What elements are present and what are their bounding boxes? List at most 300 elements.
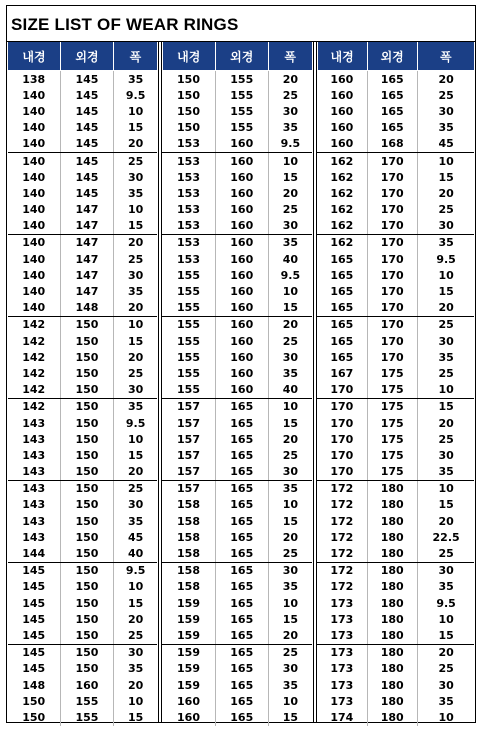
- table-row: [317, 480, 474, 497]
- width-cell: 15: [268, 709, 312, 725]
- width-cell: 20: [268, 316, 312, 333]
- width-cell: 15: [417, 497, 474, 513]
- inner-diameter-cell: 155: [177, 318, 200, 332]
- width-cell: 35: [268, 365, 312, 381]
- table-row: [8, 251, 158, 267]
- outer-diameter-cell: 147: [60, 218, 113, 235]
- width-cell: 20: [417, 71, 474, 88]
- table-row: [8, 677, 158, 693]
- table-row: [8, 169, 158, 185]
- table-row: [8, 579, 158, 595]
- inner-diameter-cell: 153: [177, 203, 200, 217]
- table-row: [8, 152, 158, 169]
- table-row: [8, 218, 158, 235]
- inner-diameter-cell: 165: [330, 252, 354, 266]
- table-row: [8, 545, 158, 562]
- outer-diameter-cell: 150: [60, 398, 113, 415]
- table-row: [8, 611, 158, 627]
- outer-diameter-cell: 160: [215, 283, 268, 299]
- width-cell: 15: [417, 283, 474, 299]
- width-cell: 30: [113, 169, 157, 185]
- width-cell: 20: [417, 300, 474, 317]
- inner-diameter-cell: 150: [22, 710, 46, 724]
- width-cell: 35: [417, 693, 474, 709]
- inner-diameter-cell: 159: [177, 596, 200, 610]
- outer-diameter-cell: 175: [367, 382, 417, 399]
- outer-diameter-cell: 180: [367, 497, 417, 513]
- table-row: [162, 513, 312, 529]
- size-list-sheet: [6, 5, 476, 723]
- table-row: [317, 497, 474, 513]
- table-row: [162, 562, 312, 579]
- width-cell: 20: [113, 349, 157, 365]
- inner-diameter-cell: 173: [317, 627, 367, 644]
- width-cell: 25: [268, 644, 312, 661]
- inner-diameter-cell: 157: [177, 432, 200, 446]
- outer-diameter-cell: 160: [215, 218, 268, 235]
- width-cell: 35: [417, 464, 474, 481]
- inner-diameter-cell: 159: [177, 646, 200, 660]
- outer-diameter-cell: 145: [60, 120, 113, 136]
- width-cell: 20: [417, 513, 474, 529]
- outer-diameter-cell: 170: [367, 267, 417, 283]
- outer-diameter-cell: 175: [367, 365, 417, 381]
- table-row: [162, 349, 312, 365]
- outer-diameter-cell: 150: [60, 545, 113, 562]
- outer-diameter-cell: 165: [215, 677, 268, 693]
- outer-diameter-cell: 170: [367, 251, 417, 267]
- width-cell: 35: [417, 234, 474, 251]
- outer-diameter-cell: 170: [367, 218, 417, 235]
- inner-diameter-cell: 170: [330, 416, 354, 430]
- outer-diameter-cell: 150: [60, 562, 113, 579]
- width-header: 폭: [268, 42, 312, 71]
- outer-diameter-cell: 160: [215, 136, 268, 153]
- outer-diameter-cell: 165: [215, 611, 268, 627]
- width-cell: 25: [417, 545, 474, 562]
- outer-diameter-cell: 150: [60, 497, 113, 513]
- width-cell: 10: [268, 497, 312, 513]
- inner-diameter-cell: 140: [22, 252, 46, 266]
- inner-diameter-cell: 140: [22, 285, 46, 299]
- width-cell: 15: [417, 169, 474, 185]
- table-row: [8, 234, 158, 251]
- outer-diameter-cell: 160: [215, 333, 268, 349]
- width-cell: 10: [268, 693, 312, 709]
- outer-diameter-cell: 175: [367, 431, 417, 447]
- outer-diameter-cell: 150: [60, 529, 113, 545]
- width-cell: 15: [268, 169, 312, 185]
- width-cell: 30: [417, 677, 474, 693]
- table-row: [317, 579, 474, 595]
- width-cell: 15: [268, 300, 312, 317]
- inner-diameter-cell: 155: [177, 334, 200, 348]
- inner-diameter-cell: 157: [177, 400, 200, 414]
- outer-diameter-cell: 180: [367, 595, 417, 611]
- width-cell: 9.5: [268, 136, 312, 153]
- table-row: [162, 283, 312, 299]
- width-cell: 15: [268, 415, 312, 431]
- table-row: [8, 661, 158, 677]
- inner-diameter-cell: 162: [330, 203, 354, 217]
- width-cell: 15: [113, 447, 157, 463]
- table-row: [8, 497, 158, 513]
- table-row: [162, 365, 312, 381]
- outer-diameter-cell: 170: [367, 234, 417, 251]
- inner-diameter-cell: 173: [330, 612, 354, 626]
- outer-diameter-cell: 180: [367, 693, 417, 709]
- outer-diameter-cell: 170: [367, 316, 417, 333]
- outer-diameter-cell: 165: [215, 661, 268, 677]
- width-cell: 30: [113, 497, 157, 513]
- outer-diameter-cell: 145: [60, 103, 113, 119]
- table-row: [8, 644, 158, 661]
- outer-diameter-cell: 150: [60, 365, 113, 381]
- outer-diameter-cell: 150: [60, 661, 113, 677]
- inner-diameter-cell: 143: [22, 530, 46, 544]
- outer-diameter-cell: 165: [215, 480, 268, 497]
- inner-diameter-cell: 170: [317, 464, 367, 481]
- width-cell: 15: [417, 398, 474, 415]
- inner-diameter-cell: 172: [330, 482, 354, 496]
- inner-diameter-cell: 157: [162, 464, 215, 481]
- width-cell: 10: [113, 579, 157, 595]
- width-cell: 30: [268, 103, 312, 119]
- outer-diameter-cell: 170: [367, 300, 417, 317]
- outer-diameter-cell: 170: [367, 349, 417, 365]
- width-cell: 9.5: [417, 251, 474, 267]
- inner-diameter-cell: 145: [22, 580, 46, 594]
- inner-diameter-cell: 142: [22, 366, 46, 380]
- width-cell: 10: [268, 398, 312, 415]
- outer-diameter-cell: 165: [215, 513, 268, 529]
- inner-diameter-cell: 158: [177, 580, 200, 594]
- width-cell: 15: [113, 218, 157, 235]
- table-row: [317, 529, 474, 545]
- width-cell: 25: [113, 480, 157, 497]
- width-cell: 30: [417, 218, 474, 235]
- table-row: [162, 103, 312, 119]
- inner-diameter-header: 내경: [162, 42, 215, 71]
- table-row: [8, 709, 158, 725]
- table-row: [8, 513, 158, 529]
- width-cell: 25: [268, 545, 312, 562]
- inner-diameter-cell: 140: [22, 170, 46, 184]
- inner-diameter-cell: 142: [8, 382, 61, 399]
- width-cell: 45: [113, 529, 157, 545]
- outer-diameter-cell: 180: [367, 562, 417, 579]
- inner-diameter-cell: 172: [330, 580, 354, 594]
- table-row: [8, 316, 158, 333]
- table-row: [8, 267, 158, 283]
- outer-diameter-cell: 145: [60, 71, 113, 88]
- table-row: [162, 627, 312, 644]
- outer-diameter-cell: 165: [215, 579, 268, 595]
- width-cell: 30: [417, 333, 474, 349]
- width-cell: 30: [268, 661, 312, 677]
- inner-diameter-cell: 150: [177, 104, 200, 118]
- table-row: [8, 365, 158, 381]
- inner-diameter-cell: 173: [330, 694, 354, 708]
- size-tables: [7, 42, 475, 722]
- width-cell: 25: [113, 365, 157, 381]
- width-cell: 35: [417, 349, 474, 365]
- table-row: [317, 464, 474, 481]
- width-cell: 15: [268, 611, 312, 627]
- inner-diameter-cell: 159: [177, 678, 200, 692]
- inner-diameter-cell: 153: [162, 136, 215, 153]
- inner-diameter-cell: 155: [177, 285, 200, 299]
- header-row: [8, 42, 158, 71]
- outer-diameter-cell: 147: [60, 234, 113, 251]
- inner-diameter-cell: 140: [8, 218, 61, 235]
- width-cell: 10: [113, 103, 157, 119]
- inner-diameter-header: 내경: [8, 42, 61, 71]
- table-row: [162, 464, 312, 481]
- inner-diameter-cell: 160: [330, 72, 354, 86]
- inner-diameter-cell: 145: [22, 564, 46, 578]
- table-row: [162, 480, 312, 497]
- table-row: [317, 447, 474, 463]
- inner-diameter-cell: 145: [22, 662, 46, 676]
- inner-diameter-cell: 167: [330, 366, 354, 380]
- outer-diameter-cell: 147: [60, 283, 113, 299]
- outer-diameter-cell: 170: [367, 333, 417, 349]
- width-cell: 20: [268, 71, 312, 88]
- table-row: [162, 333, 312, 349]
- table-row: [162, 382, 312, 399]
- outer-diameter-cell: 165: [215, 415, 268, 431]
- outer-diameter-cell: 150: [60, 513, 113, 529]
- outer-diameter-cell: 165: [215, 627, 268, 644]
- width-cell: 30: [268, 464, 312, 481]
- width-cell: 9.5: [417, 595, 474, 611]
- table-row: [162, 693, 312, 709]
- inner-diameter-cell: 155: [162, 300, 215, 317]
- outer-diameter-cell: 147: [60, 251, 113, 267]
- width-cell: 9.5: [113, 415, 157, 431]
- table-row: [162, 87, 312, 103]
- table-row: [317, 627, 474, 644]
- outer-diameter-cell: 165: [215, 529, 268, 545]
- table-row: [317, 709, 474, 725]
- outer-diameter-cell: 145: [60, 136, 113, 153]
- inner-diameter-cell: 172: [330, 564, 354, 578]
- inner-diameter-cell: 143: [22, 482, 46, 496]
- width-cell: 22.5: [417, 529, 474, 545]
- width-header: 폭: [113, 42, 157, 71]
- outer-diameter-cell: 160: [215, 300, 268, 317]
- table-row: [317, 300, 474, 317]
- outer-diameter-cell: 168: [367, 136, 417, 153]
- width-cell: 25: [417, 661, 474, 677]
- outer-diameter-cell: 175: [367, 464, 417, 481]
- inner-diameter-cell: 155: [177, 268, 200, 282]
- width-cell: 30: [268, 218, 312, 235]
- table-row: [317, 611, 474, 627]
- table-row: [8, 627, 158, 644]
- table-row: [162, 447, 312, 463]
- inner-diameter-cell: 155: [177, 350, 200, 364]
- outer-diameter-cell: 180: [367, 644, 417, 661]
- outer-diameter-cell: 147: [60, 267, 113, 283]
- width-cell: 15: [113, 709, 157, 725]
- width-cell: 15: [113, 333, 157, 349]
- table-row: [162, 169, 312, 185]
- outer-diameter-cell: 165: [215, 562, 268, 579]
- table-row: [162, 709, 312, 725]
- table-row: [162, 611, 312, 627]
- outer-diameter-cell: 170: [367, 152, 417, 169]
- outer-diameter-cell: 150: [60, 464, 113, 481]
- inner-diameter-cell: 160: [177, 694, 200, 708]
- width-cell: 10: [417, 267, 474, 283]
- inner-diameter-cell: 150: [22, 694, 46, 708]
- width-cell: 35: [113, 185, 157, 201]
- outer-diameter-cell: 155: [60, 693, 113, 709]
- table-row: [8, 464, 158, 481]
- table-row: [162, 661, 312, 677]
- table-row: [317, 218, 474, 235]
- inner-diameter-cell: 159: [177, 662, 200, 676]
- table-row: [317, 661, 474, 677]
- outer-diameter-cell: 165: [215, 497, 268, 513]
- outer-diameter-cell: 165: [215, 644, 268, 661]
- width-cell: 35: [268, 480, 312, 497]
- table-row: [8, 480, 158, 497]
- table-row: [317, 169, 474, 185]
- inner-diameter-cell: 142: [22, 350, 46, 364]
- outer-diameter-cell: 145: [60, 185, 113, 201]
- outer-diameter-cell: 170: [367, 202, 417, 218]
- inner-diameter-cell: 172: [330, 530, 354, 544]
- table-row: [162, 71, 312, 88]
- inner-diameter-cell: 170: [317, 382, 367, 399]
- outer-diameter-cell: 155: [215, 71, 268, 88]
- size-table-group-1: [7, 42, 158, 726]
- table-row: [8, 71, 158, 88]
- width-header: 폭: [417, 42, 474, 71]
- inner-diameter-cell: 172: [330, 498, 354, 512]
- outer-diameter-cell: 150: [60, 447, 113, 463]
- inner-diameter-cell: 155: [177, 366, 200, 380]
- outer-diameter-cell: 155: [215, 87, 268, 103]
- outer-diameter-cell: 170: [367, 283, 417, 299]
- table-row: [162, 497, 312, 513]
- outer-diameter-header: 외경: [60, 42, 113, 71]
- inner-diameter-cell: 150: [177, 121, 200, 135]
- outer-diameter-cell: 160: [215, 365, 268, 381]
- inner-diameter-cell: 165: [330, 334, 354, 348]
- table-row: [8, 382, 158, 399]
- table-row: [317, 71, 474, 88]
- width-cell: 45: [417, 136, 474, 153]
- outer-diameter-cell: 165: [215, 709, 268, 725]
- table-row: [8, 283, 158, 299]
- table-row: [8, 300, 158, 317]
- width-cell: 40: [268, 251, 312, 267]
- width-cell: 10: [113, 693, 157, 709]
- inner-diameter-cell: 173: [330, 646, 354, 660]
- width-cell: 25: [268, 87, 312, 103]
- outer-diameter-cell: 180: [367, 611, 417, 627]
- inner-diameter-cell: 143: [22, 448, 46, 462]
- table-row: [317, 185, 474, 201]
- outer-diameter-cell: 147: [60, 202, 113, 218]
- inner-diameter-cell: 142: [22, 334, 46, 348]
- width-cell: 35: [417, 579, 474, 595]
- inner-diameter-cell: 162: [317, 218, 367, 235]
- size-table-group-2: [162, 42, 313, 726]
- table-row: [162, 234, 312, 251]
- table-row: [317, 677, 474, 693]
- width-cell: 15: [417, 627, 474, 644]
- width-cell: 20: [417, 644, 474, 661]
- table-row: [8, 415, 158, 431]
- inner-diameter-cell: 162: [330, 186, 354, 200]
- inner-diameter-cell: 142: [22, 318, 46, 332]
- table-row: [317, 513, 474, 529]
- table-row: [317, 398, 474, 415]
- inner-diameter-cell: 160: [330, 104, 354, 118]
- header-row: [162, 42, 312, 71]
- width-cell: 20: [417, 185, 474, 201]
- inner-diameter-cell: 143: [8, 464, 61, 481]
- width-cell: 35: [113, 398, 157, 415]
- table-row: [8, 447, 158, 463]
- inner-diameter-cell: 155: [162, 382, 215, 399]
- header-row: [317, 42, 474, 71]
- size-table-group-3: [317, 42, 475, 726]
- inner-diameter-cell: 159: [177, 612, 200, 626]
- inner-diameter-cell: 153: [177, 252, 200, 266]
- inner-diameter-cell: 158: [177, 498, 200, 512]
- table-row: [8, 562, 158, 579]
- table-row: [162, 267, 312, 283]
- inner-diameter-cell: 173: [330, 662, 354, 676]
- inner-diameter-cell: 140: [22, 154, 46, 168]
- width-cell: 20: [113, 464, 157, 481]
- inner-diameter-cell: 153: [177, 186, 200, 200]
- width-cell: 10: [113, 431, 157, 447]
- width-cell: 25: [268, 333, 312, 349]
- table-row: [317, 431, 474, 447]
- width-cell: 25: [417, 202, 474, 218]
- inner-diameter-cell: 162: [330, 170, 354, 184]
- inner-diameter-cell: 138: [22, 72, 46, 86]
- inner-diameter-cell: 173: [330, 678, 354, 692]
- width-cell: 40: [268, 382, 312, 399]
- table-row: [162, 185, 312, 201]
- inner-diameter-cell: 174: [330, 710, 354, 724]
- width-cell: 15: [113, 120, 157, 136]
- outer-diameter-cell: 150: [60, 333, 113, 349]
- width-cell: 15: [268, 513, 312, 529]
- inner-diameter-cell: 143: [22, 432, 46, 446]
- outer-diameter-cell: 180: [367, 709, 417, 725]
- table-row: [317, 251, 474, 267]
- width-cell: 35: [268, 120, 312, 136]
- inner-diameter-cell: 165: [330, 268, 354, 282]
- table-row: [162, 595, 312, 611]
- outer-diameter-cell: 150: [60, 480, 113, 497]
- table-row: [317, 152, 474, 169]
- inner-diameter-cell: 158: [177, 530, 200, 544]
- width-cell: 35: [268, 579, 312, 595]
- inner-diameter-header: 내경: [317, 42, 367, 71]
- outer-diameter-cell: 165: [215, 447, 268, 463]
- outer-diameter-cell: 155: [215, 103, 268, 119]
